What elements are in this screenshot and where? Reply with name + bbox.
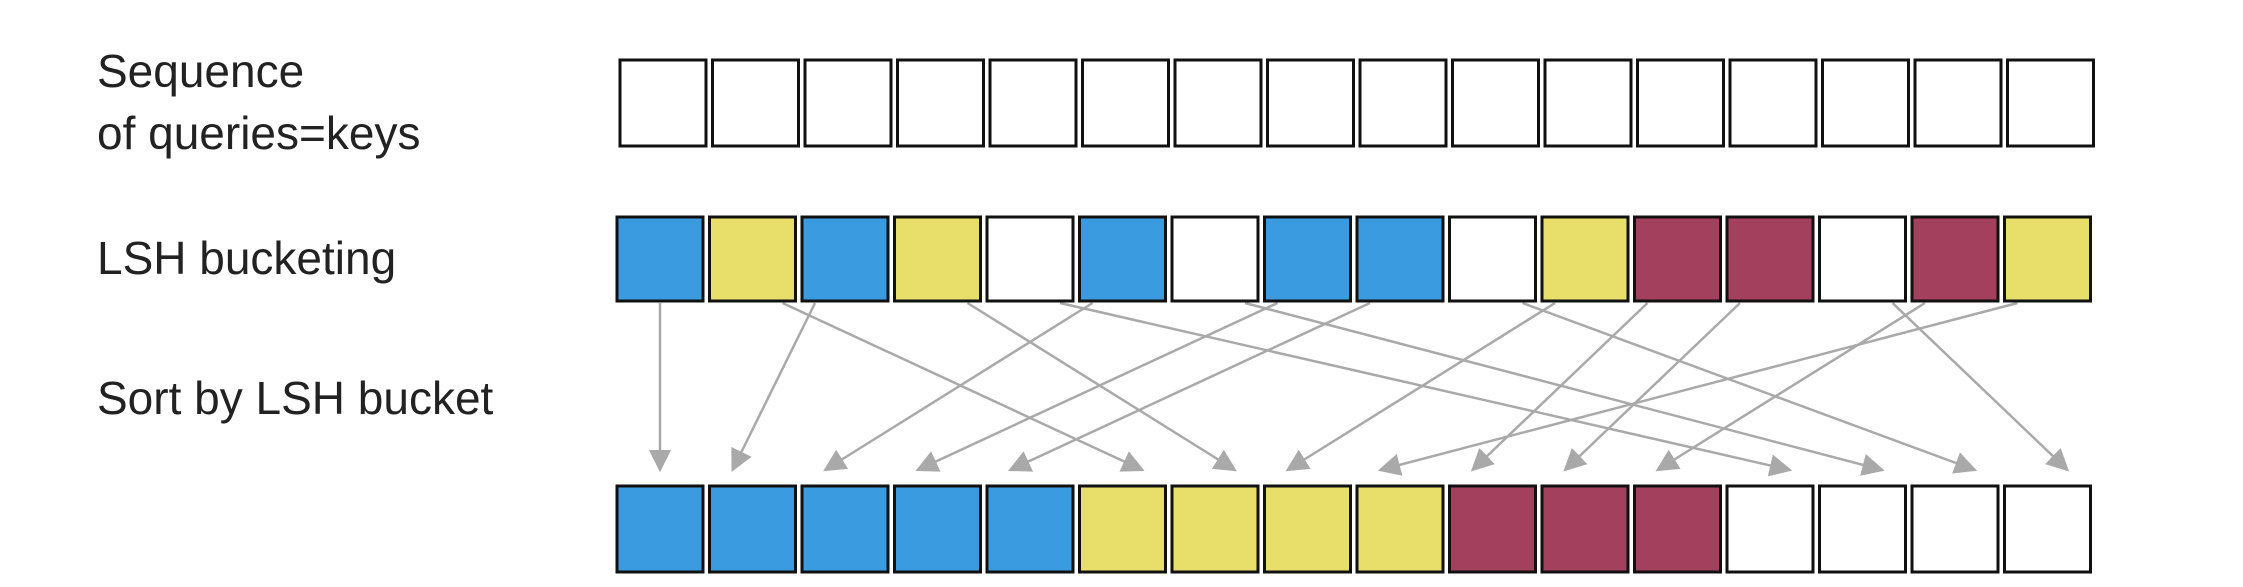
sorted-cell-crimson: [1542, 486, 1628, 572]
sequence-cell-white: [1268, 60, 1354, 146]
bucket-sort-arrow: [918, 303, 1278, 470]
bucketed-cell-blue: [1265, 217, 1351, 301]
sequence-cell-white: [1360, 60, 1446, 146]
bucketed-cell-crimson: [1727, 217, 1813, 301]
sorted-cell-yellow: [1265, 486, 1351, 572]
sorted-cell-yellow: [1172, 486, 1258, 572]
sorted-cell-white: [2005, 486, 2091, 572]
bucketed-cell-blue: [617, 217, 703, 301]
sequence-cell-white: [1453, 60, 1539, 146]
sequence-cell-white: [620, 60, 706, 146]
sequence-cell-white: [1545, 60, 1631, 146]
bucket-sort-arrow: [1893, 303, 2068, 470]
bucketed-cell-white: [1450, 217, 1536, 301]
bucket-sort-arrow: [968, 303, 1236, 470]
bucketed-cell-white: [987, 217, 1073, 301]
bucket-sort-arrow: [825, 303, 1093, 470]
sequence-cell-white: [1638, 60, 1724, 146]
sequence-cell-white: [1915, 60, 2001, 146]
bucketed-cell-yellow: [2005, 217, 2091, 301]
bucketed-cell-white: [1172, 217, 1258, 301]
bucketed-cell-blue: [1357, 217, 1443, 301]
bucketed-cell-yellow: [895, 217, 981, 301]
bucketed-cell-yellow: [710, 217, 796, 301]
arrows-layer: [660, 303, 2068, 470]
sequence-cell-white: [805, 60, 891, 146]
sorted-cell-crimson: [1450, 486, 1536, 572]
bucket-sort-arrow: [1245, 303, 1883, 470]
sequence-cell-white: [2008, 60, 2094, 146]
sorted-cell-white: [1727, 486, 1813, 572]
bucketed-cell-yellow: [1542, 217, 1628, 301]
sequence-cell-white: [990, 60, 1076, 146]
sorted-cell-yellow: [1080, 486, 1166, 572]
sequence-cell-white: [713, 60, 799, 146]
bucketed-cell-crimson: [1635, 217, 1721, 301]
label-sort-by-bucket: Sort by LSH bucket: [97, 372, 494, 424]
label-sequence-line1: Sequence: [97, 45, 305, 97]
bucketed-cell-blue: [802, 217, 888, 301]
sorted-row: [617, 486, 2091, 572]
sequence-cell-white: [1823, 60, 1909, 146]
bucket-sort-arrow: [733, 303, 816, 470]
sorted-cell-blue: [617, 486, 703, 572]
sorted-cell-white: [1820, 486, 1906, 572]
sequence-cell-white: [1083, 60, 1169, 146]
sequence-cell-white: [1730, 60, 1816, 146]
sequence-cell-white: [898, 60, 984, 146]
sorted-cell-white: [1912, 486, 1998, 572]
bucket-sort-arrow: [1060, 303, 1790, 470]
bucket-sort-arrow: [1010, 303, 1370, 470]
bucketed-cell-blue: [1080, 217, 1166, 301]
label-sequence-line2: of queries=keys: [97, 107, 421, 159]
sequence-cell-white: [1175, 60, 1261, 146]
bucketed-cell-white: [1820, 217, 1906, 301]
sorted-cell-blue: [895, 486, 981, 572]
bucket-sort-arrow: [783, 303, 1143, 470]
sorted-cell-crimson: [1635, 486, 1721, 572]
bucketed-cell-crimson: [1912, 217, 1998, 301]
sorted-cell-blue: [987, 486, 1073, 572]
sorted-cell-yellow: [1357, 486, 1443, 572]
bucketed-row: [617, 217, 2091, 301]
sorted-cell-blue: [710, 486, 796, 572]
label-lsh-bucketing: LSH bucketing: [97, 232, 397, 284]
sorted-cell-blue: [802, 486, 888, 572]
sequence-row: [620, 60, 2094, 146]
